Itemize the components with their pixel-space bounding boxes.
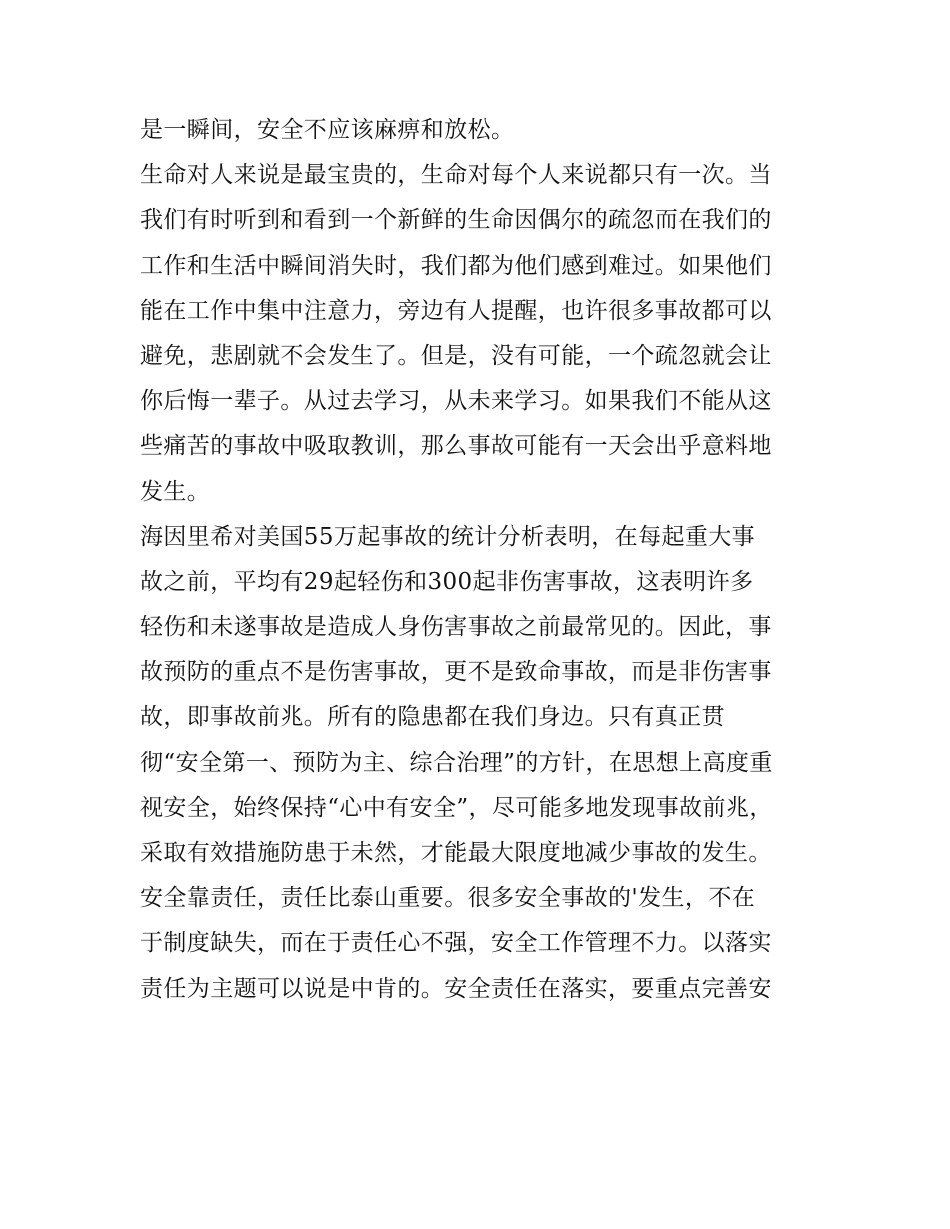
text-line: 故，即事故前兆。所有的隐患都在我们身边。只有真正贯 bbox=[140, 704, 725, 731]
text-line: 彻“安全第一、预防为主、综合治理”的方针，在思想上高度重 bbox=[140, 749, 773, 776]
text-line: 海因里希对美国55万起事故的统计分析表明，在每起重大事 bbox=[140, 523, 756, 550]
text-line: 安全靠责任，责任比泰山重要。很多安全事故的'发生，不在 bbox=[140, 885, 756, 912]
text-line: 生命对人来说是最宝贵的，生命对每个人来说都只有一次。当 bbox=[140, 162, 772, 189]
text-line: 责任为主题可以说是中肯的。安全责任在落实，要重点完善安 bbox=[140, 975, 772, 1002]
text-line: 避免，悲剧就不会发生了。但是，没有可能，一个疏忽就会让 bbox=[140, 342, 772, 369]
text-line: 我们有时听到和看到一个新鲜的生命因偶尔的疏忽而在我们的 bbox=[140, 207, 772, 234]
text-line: 些痛苦的事故中吸取教训，那么事故可能有一天会出乎意料地 bbox=[140, 433, 772, 460]
body-text bbox=[140, 108, 820, 1012]
text-line: 于制度缺失，而在于责任心不强，安全工作管理不力。以落实 bbox=[140, 930, 772, 957]
text-line: 工作和生活中瞬间消失时，我们都为他们感到难过。如果他们 bbox=[140, 252, 772, 279]
text-line: 轻伤和未遂事故是造成人身伤害事故之前最常见的。因此，事 bbox=[140, 614, 772, 641]
text-line: 视安全，始终保持“心中有安全”，尽可能多地发现事故前兆， bbox=[140, 794, 773, 821]
text-line: 是一瞬间，安全不应该麻痹和放松。 bbox=[140, 117, 515, 143]
text-line: 能在工作中集中注意力，旁边有人提醒，也许很多事故都可以 bbox=[140, 297, 772, 324]
text-line: 故之前，平均有29起轻伤和300起非伤害事故，这表明许多 bbox=[140, 568, 754, 595]
text-line: 故预防的重点不是伤害事故，更不是致命事故，而是非伤害事 bbox=[140, 659, 772, 686]
text-line: 你后悔一辈子。从过去学习，从未来学习。如果我们不能从这 bbox=[140, 388, 772, 415]
text-line: 采取有效措施防患于未然，才能最大限度地减少事故的发生。 bbox=[140, 840, 772, 866]
text-line: 发生。 bbox=[140, 478, 211, 505]
